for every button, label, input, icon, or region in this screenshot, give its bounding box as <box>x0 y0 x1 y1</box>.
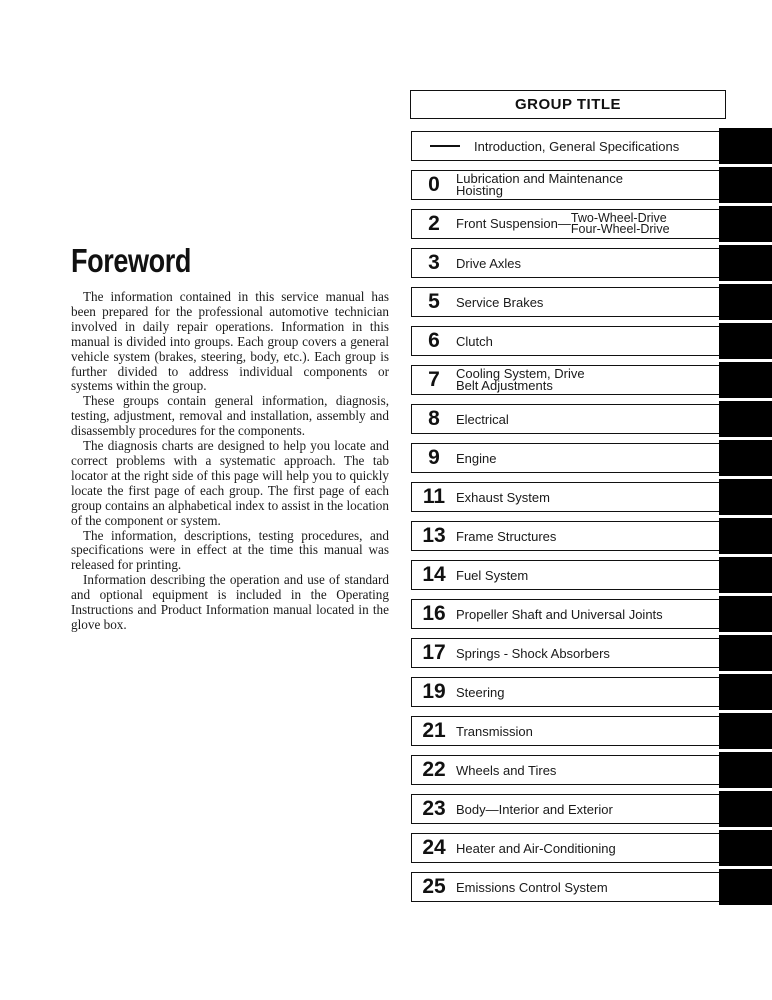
group-number: 7 <box>428 368 440 391</box>
group-label: Service Brakes <box>456 294 544 310</box>
group-row-11[interactable] <box>411 482 719 512</box>
group-row-23[interactable] <box>411 794 719 824</box>
group-label-line: Belt Adjustments <box>456 378 553 393</box>
group-number: 9 <box>428 446 440 469</box>
group-row-3[interactable] <box>411 248 719 278</box>
group-label <box>456 213 670 235</box>
tab-group-11[interactable] <box>719 479 772 515</box>
tab-group-23[interactable] <box>719 791 772 827</box>
group-number: 8 <box>428 407 440 430</box>
tab-group-25[interactable] <box>719 869 772 905</box>
group-label: Emissions Control System <box>456 879 608 895</box>
group-number: 11 <box>422 485 446 508</box>
group-label: Frame Structures <box>456 528 557 544</box>
group-label: Transmission <box>456 723 533 739</box>
group-row-introduction[interactable] <box>411 131 719 161</box>
group-label <box>456 173 623 197</box>
tab-group-9[interactable] <box>719 440 772 476</box>
group-number: 21 <box>422 719 446 742</box>
tab-introduction[interactable] <box>719 128 772 164</box>
group-row-17[interactable] <box>411 638 719 668</box>
tab-group-22[interactable] <box>719 752 772 788</box>
group-label-option: Two-Wheel-Drive <box>570 211 667 225</box>
group-number: 3 <box>428 251 440 274</box>
tab-group-5[interactable] <box>719 284 772 320</box>
foreword-paragraph: The information contained in this service manual has been prepared for the professional automotive technician involved in daily repair operations. Information in this manual is divided into groups. Each group covers a general vehicle system (brakes, steering, body, etc.). Each group is further divided to address individual components or systems within the group. <box>71 289 389 394</box>
group-row-7[interactable] <box>411 365 719 395</box>
group-number: 24 <box>422 836 446 859</box>
group-row-22[interactable] <box>411 755 719 785</box>
group-label: Wheels and Tires <box>456 762 557 778</box>
group-label-options <box>571 213 670 235</box>
group-row-8[interactable] <box>411 404 719 434</box>
group-label: Heater and Air-Conditioning <box>456 840 616 856</box>
tab-group-2[interactable] <box>719 206 772 242</box>
group-number: 23 <box>422 797 446 820</box>
group-number: 22 <box>422 758 446 781</box>
group-label: Propeller Shaft and Universal Joints <box>456 606 663 622</box>
group-row-5[interactable] <box>411 287 719 317</box>
group-number: 13 <box>422 524 446 547</box>
group-number: 2 <box>428 212 440 235</box>
tab-group-6[interactable] <box>719 323 772 359</box>
group-label-prefix: Front Suspension— <box>456 216 571 231</box>
group-row-9[interactable] <box>411 443 719 473</box>
group-title-text: GROUP TITLE <box>514 96 622 113</box>
group-number: 25 <box>422 875 446 898</box>
group-number: 6 <box>428 329 440 352</box>
group-label <box>456 368 585 392</box>
group-row-19[interactable] <box>411 677 719 707</box>
foreword-paragraph: The information, descriptions, testing procedures, and specifications were in effect at the time this manual was released for printing. <box>71 527 389 573</box>
group-label: Springs - Shock Absorbers <box>456 645 610 661</box>
group-number: 5 <box>428 290 440 313</box>
tab-group-7[interactable] <box>719 362 772 398</box>
tab-group-0[interactable] <box>719 167 772 203</box>
group-label: Engine <box>456 450 497 466</box>
group-label: Drive Axles <box>456 255 522 271</box>
group-row-16[interactable] <box>411 599 719 629</box>
group-label-line: Cooling System, Drive <box>456 366 585 381</box>
tab-group-16[interactable] <box>719 596 772 632</box>
dash-icon <box>430 145 460 147</box>
tab-group-24[interactable] <box>719 830 772 866</box>
group-label: Electrical <box>456 411 509 427</box>
group-row-24[interactable] <box>411 833 719 863</box>
tab-group-8[interactable] <box>719 401 772 437</box>
tab-group-21[interactable] <box>719 713 772 749</box>
foreword-paragraph: Information describing the operation and use of standard and optional equipment is included in the Operating Instructions and Product Information manual located in the glove box. <box>71 572 389 632</box>
tab-group-19[interactable] <box>719 674 772 710</box>
tab-group-17[interactable] <box>719 635 772 671</box>
group-label: Introduction, General Specifications <box>474 138 680 154</box>
foreword-title: Foreword <box>71 242 192 279</box>
group-label: Fuel System <box>456 567 529 583</box>
group-number: 17 <box>422 641 446 664</box>
group-title-header <box>410 90 726 119</box>
group-row-6[interactable] <box>411 326 719 356</box>
group-number: 0 <box>428 173 440 196</box>
group-row-21[interactable] <box>411 716 719 746</box>
group-number: 16 <box>422 602 446 625</box>
group-label-option: Four-Wheel-Drive <box>570 222 670 236</box>
foreword-paragraph: The diagnosis charts are designed to help you locate and correct problems with a systematic approach. The tab locator at the right side of this page will help you to quickly locate the first page of each group. The first page of each group contains an alphabetical index to assist in the location of the component or system. <box>71 438 389 528</box>
tab-group-13[interactable] <box>719 518 772 554</box>
group-label: Exhaust System <box>456 489 550 505</box>
group-number: 19 <box>422 680 446 703</box>
group-row-14[interactable] <box>411 560 719 590</box>
group-row-2[interactable] <box>411 209 719 239</box>
group-row-25[interactable] <box>411 872 719 902</box>
group-row-0[interactable] <box>411 170 719 200</box>
tab-group-14[interactable] <box>719 557 772 593</box>
group-label-line: Hoisting <box>456 183 503 198</box>
group-row-13[interactable] <box>411 521 719 551</box>
tab-group-3[interactable] <box>719 245 772 281</box>
group-label-line: Lubrication and Maintenance <box>456 171 623 186</box>
group-label: Clutch <box>456 333 493 349</box>
group-label: Body—Interior and Exterior <box>456 801 613 817</box>
foreword-body <box>71 290 389 633</box>
group-label: Steering <box>456 684 505 700</box>
foreword-paragraph: These groups contain general information, diagnosis, testing, adjustment, removal and installation, assembly and disassembly procedures for the components. <box>71 393 389 439</box>
group-number: 14 <box>422 563 446 586</box>
